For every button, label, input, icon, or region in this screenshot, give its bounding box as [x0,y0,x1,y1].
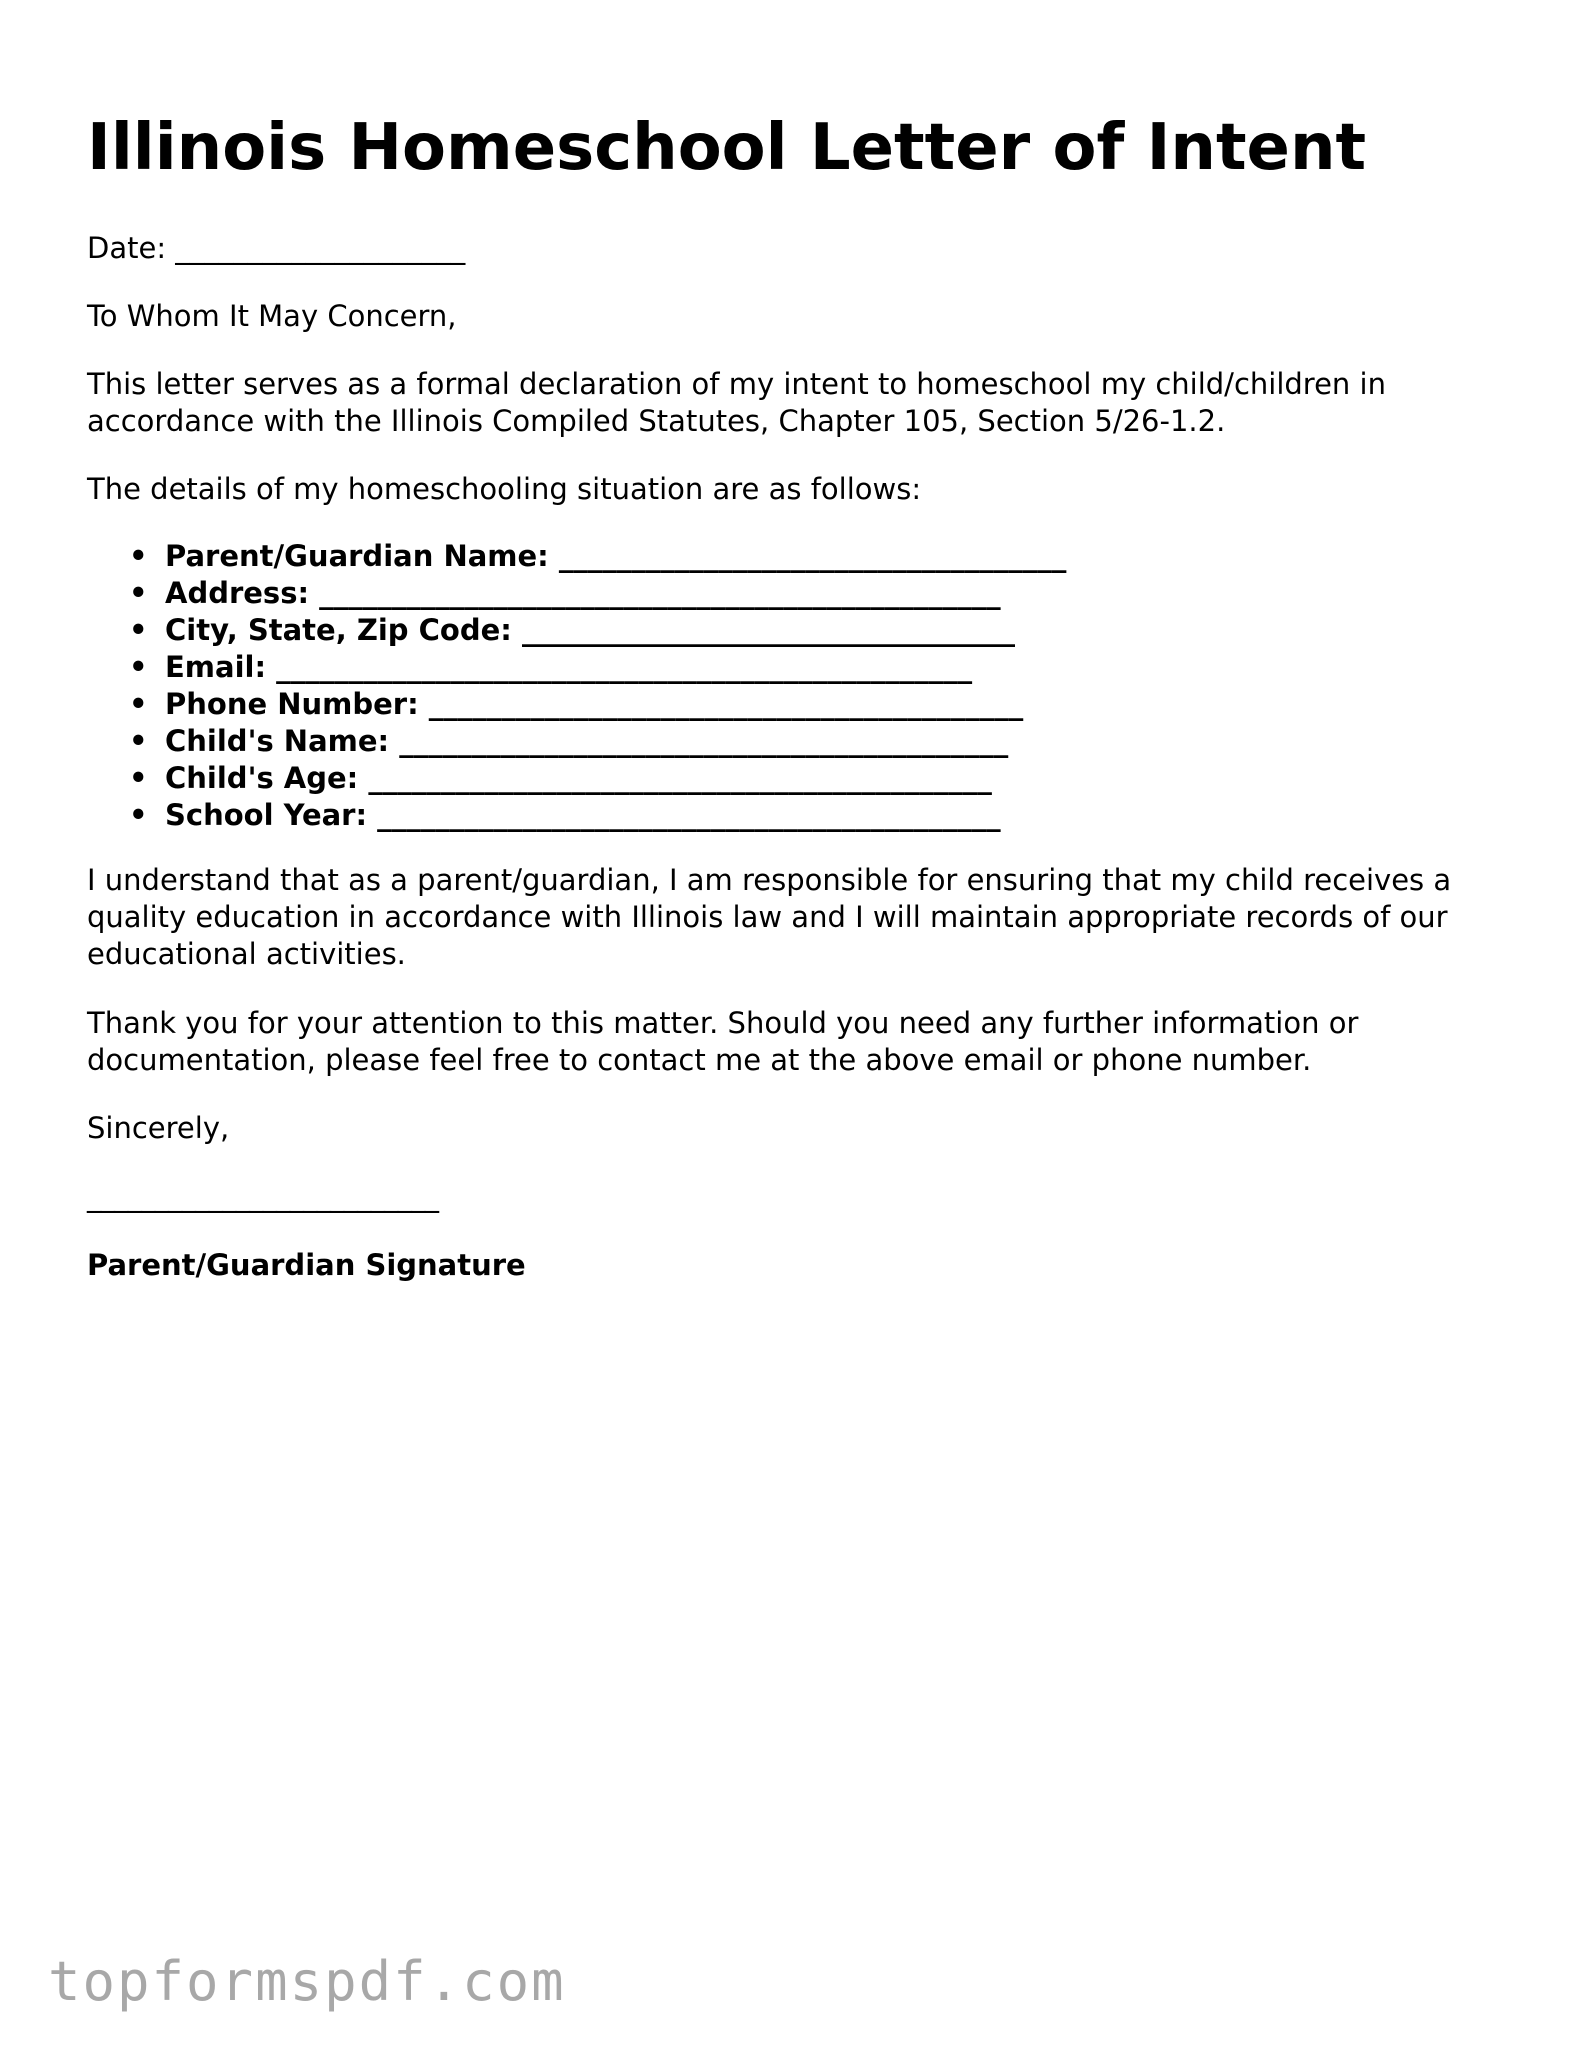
bullet-icon: • [129,761,148,795]
signature-line: __________________________ [87,1179,438,1213]
date-field: Date: ____________________ [87,231,466,265]
salutation: To Whom It May Concern, [87,299,457,333]
bullet-icon: • [129,724,148,758]
bullet-icon: • [129,687,148,721]
signature-label: Parent/Guardian Signature [87,1248,526,1282]
watermark: topformspdf.com [48,1950,566,2013]
list-item-email [87,649,1066,686]
field-child-age: Child's Age: ___________________________________________ [165,761,992,795]
field-address: Address: _______________________________________________ [165,576,1001,610]
bullet-icon: • [129,650,148,684]
list-item-city-state-zip [87,612,1066,649]
bullet-icon: • [129,798,148,832]
list-item-child-age [87,760,1066,797]
field-city-state-zip: City, State, Zip Code: __________________________________ [165,613,1015,647]
list-item-parent-name [87,538,1066,575]
details-lead: The details of my homeschooling situation are as follows: [87,472,922,506]
field-phone: Phone Number: _________________________________________ [165,687,1024,721]
field-parent-name: Parent/Guardian Name: ___________________________________ [165,539,1067,573]
bullet-icon: • [129,576,148,610]
list-item-address [87,575,1066,612]
closing: Sincerely, [87,1111,230,1145]
details-list [87,538,1066,834]
list-item-phone [87,686,1066,723]
list-item-school-year [87,797,1066,834]
responsibility-paragraph: I understand that as a parent/guardian, I am responsible for ensuring that my child receives a quality education in accordance with Illinois law and I will maintain appropriate records of our educational activities. [87,863,1452,971]
page-title: Illinois Homeschool Letter of Intent [87,111,1367,185]
list-item-child-name [87,723,1066,760]
intro-paragraph: This letter serves as a formal declaration of my intent to homeschool my child/children in accordance with the Illinois Compiled Statutes, Chapter 105, Section 5/26-1.2. [87,367,1386,438]
bullet-icon: • [129,539,148,573]
field-child-name: Child's Name: __________________________________________ [165,724,1009,758]
thanks-paragraph: Thank you for your attention to this matter. Should you need any further information or documentation, please feel free to contact me at the above email or phone number. [87,1006,1359,1077]
bullet-icon: • [129,613,148,647]
field-school-year: School Year: ___________________________________________ [165,798,1001,832]
field-email: Email: ________________________________________________ [165,650,973,684]
